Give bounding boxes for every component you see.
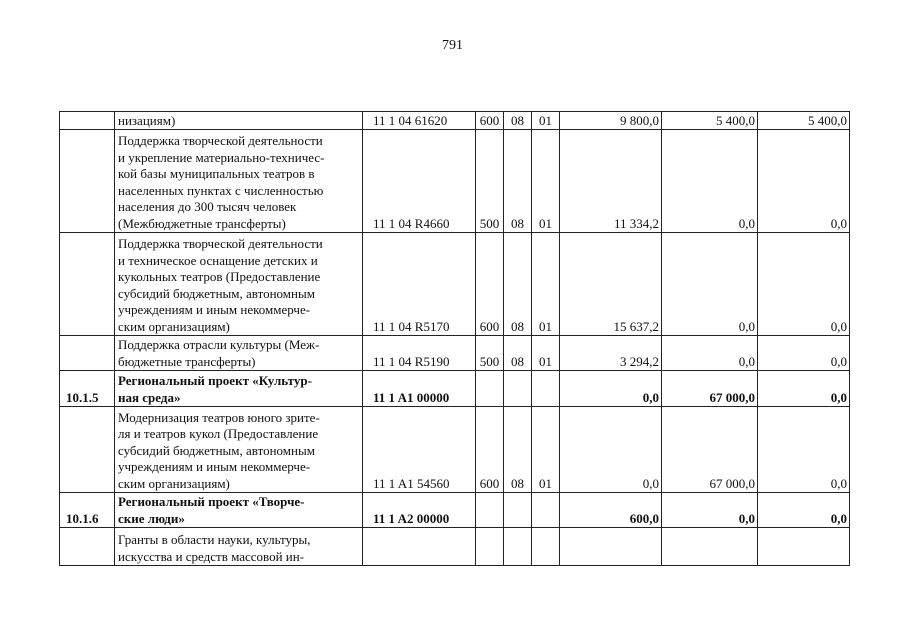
amount-year2-cell: 67 000,0 (662, 407, 758, 493)
row-number-cell (60, 407, 115, 493)
table-body (60, 112, 850, 566)
description-cell (115, 371, 363, 407)
subsection-cell (532, 371, 560, 407)
amount-year3-cell: 0,0 (758, 130, 850, 233)
subsection-cell: 01 (532, 130, 560, 233)
target-code-cell (363, 528, 476, 566)
section-cell: 08 (504, 233, 532, 336)
row-number-cell (60, 130, 115, 233)
description-text: Поддержка отрасли культуры (Меж- бюджетные трансферты) (118, 337, 320, 369)
target-code-cell: 11 1 04 61620 (363, 112, 476, 130)
amount-year1-cell: 3 294,2 (560, 336, 662, 371)
table-row (60, 233, 850, 336)
subsection-cell: 01 (532, 112, 560, 130)
description-text: Поддержка творческой деятельности и техническое оснащение детских и кукольных театров (Предоставление субсидий бюджетным, автономным учреждениям и иным некоммерче- ским организациям) (118, 236, 323, 334)
row-number-cell: 10.1.6 (60, 493, 115, 528)
amount-year1-cell: 9 800,0 (560, 112, 662, 130)
subsection-cell (532, 493, 560, 528)
amount-year1-cell: 600,0 (560, 493, 662, 528)
description-text: Гранты в области науки, культуры, искусства и средств массовой ин- (118, 532, 311, 564)
subsection-cell: 01 (532, 233, 560, 336)
expense-type-cell: 600 (476, 233, 504, 336)
amount-year2-cell: 0,0 (662, 493, 758, 528)
expense-type-cell (476, 493, 504, 528)
description-cell (115, 407, 363, 493)
expense-type-cell (476, 371, 504, 407)
table-row (60, 371, 850, 407)
amount-year2-cell: 0,0 (662, 336, 758, 371)
amount-year3-cell: 0,0 (758, 233, 850, 336)
section-cell: 08 (504, 336, 532, 371)
amount-year1-cell (560, 528, 662, 566)
description-cell (115, 528, 363, 566)
table-row (60, 528, 850, 566)
section-cell (504, 493, 532, 528)
row-number-cell (60, 233, 115, 336)
amount-year3-cell (758, 528, 850, 566)
description-cell (115, 112, 363, 130)
amount-year3-cell: 0,0 (758, 371, 850, 407)
amount-year1-cell: 0,0 (560, 407, 662, 493)
amount-year1-cell: 0,0 (560, 371, 662, 407)
description-cell (115, 130, 363, 233)
description-cell (115, 493, 363, 528)
target-code-cell: 11 1 04 R5190 (363, 336, 476, 371)
description-text: Поддержка творческой деятельности и укрепление материально-техничес- кой базы муниципальных театров в населенных пунктах с численностью населения до 300 тысяч человек (Межбюджетные трансферты) (118, 133, 325, 231)
description-text: Региональный проект «Культур- ная среда» (118, 373, 312, 405)
description-text: Региональный проект «Творче- ские люди» (118, 494, 305, 526)
subsection-cell (532, 528, 560, 566)
amount-year3-cell: 0,0 (758, 407, 850, 493)
section-cell: 08 (504, 130, 532, 233)
description-text: низациям) (118, 112, 176, 128)
amount-year3-cell: 0,0 (758, 493, 850, 528)
description-text: Модернизация театров юного зрите- ля и театров кукол (Предоставление субсидий бюджетным, автономным учреждениям и иным некоммерче- ским организациям) (118, 409, 320, 491)
page-number: 791 (442, 38, 463, 53)
table-row (60, 493, 850, 528)
description-cell (115, 233, 363, 336)
row-number-cell (60, 336, 115, 371)
table-row (60, 130, 850, 233)
budget-table (59, 111, 850, 566)
amount-year1-cell: 15 637,2 (560, 233, 662, 336)
expense-type-cell (476, 528, 504, 566)
subsection-cell: 01 (532, 407, 560, 493)
amount-year2-cell: 0,0 (662, 130, 758, 233)
amount-year3-cell: 0,0 (758, 336, 850, 371)
table-row (60, 336, 850, 371)
target-code-cell: 11 1 04 R4660 (363, 130, 476, 233)
table-row (60, 112, 850, 130)
row-number-cell (60, 528, 115, 566)
amount-year2-cell: 67 000,0 (662, 371, 758, 407)
section-cell (504, 528, 532, 566)
section-cell: 08 (504, 407, 532, 493)
amount-year1-cell: 11 334,2 (560, 130, 662, 233)
section-cell: 08 (504, 112, 532, 130)
section-cell (504, 371, 532, 407)
expense-type-cell: 500 (476, 130, 504, 233)
target-code-cell: 11 1 A1 00000 (363, 371, 476, 407)
expense-type-cell: 600 (476, 407, 504, 493)
expense-type-cell: 500 (476, 336, 504, 371)
target-code-cell: 11 1 A1 54560 (363, 407, 476, 493)
description-cell (115, 336, 363, 371)
row-number-cell (60, 112, 115, 130)
expense-type-cell: 600 (476, 112, 504, 130)
amount-year2-cell (662, 528, 758, 566)
amount-year3-cell: 5 400,0 (758, 112, 850, 130)
row-number-cell: 10.1.5 (60, 371, 115, 407)
target-code-cell: 11 1 04 R5170 (363, 233, 476, 336)
amount-year2-cell: 0,0 (662, 233, 758, 336)
target-code-cell: 11 1 A2 00000 (363, 493, 476, 528)
amount-year2-cell: 5 400,0 (662, 112, 758, 130)
table-row (60, 407, 850, 493)
subsection-cell: 01 (532, 336, 560, 371)
